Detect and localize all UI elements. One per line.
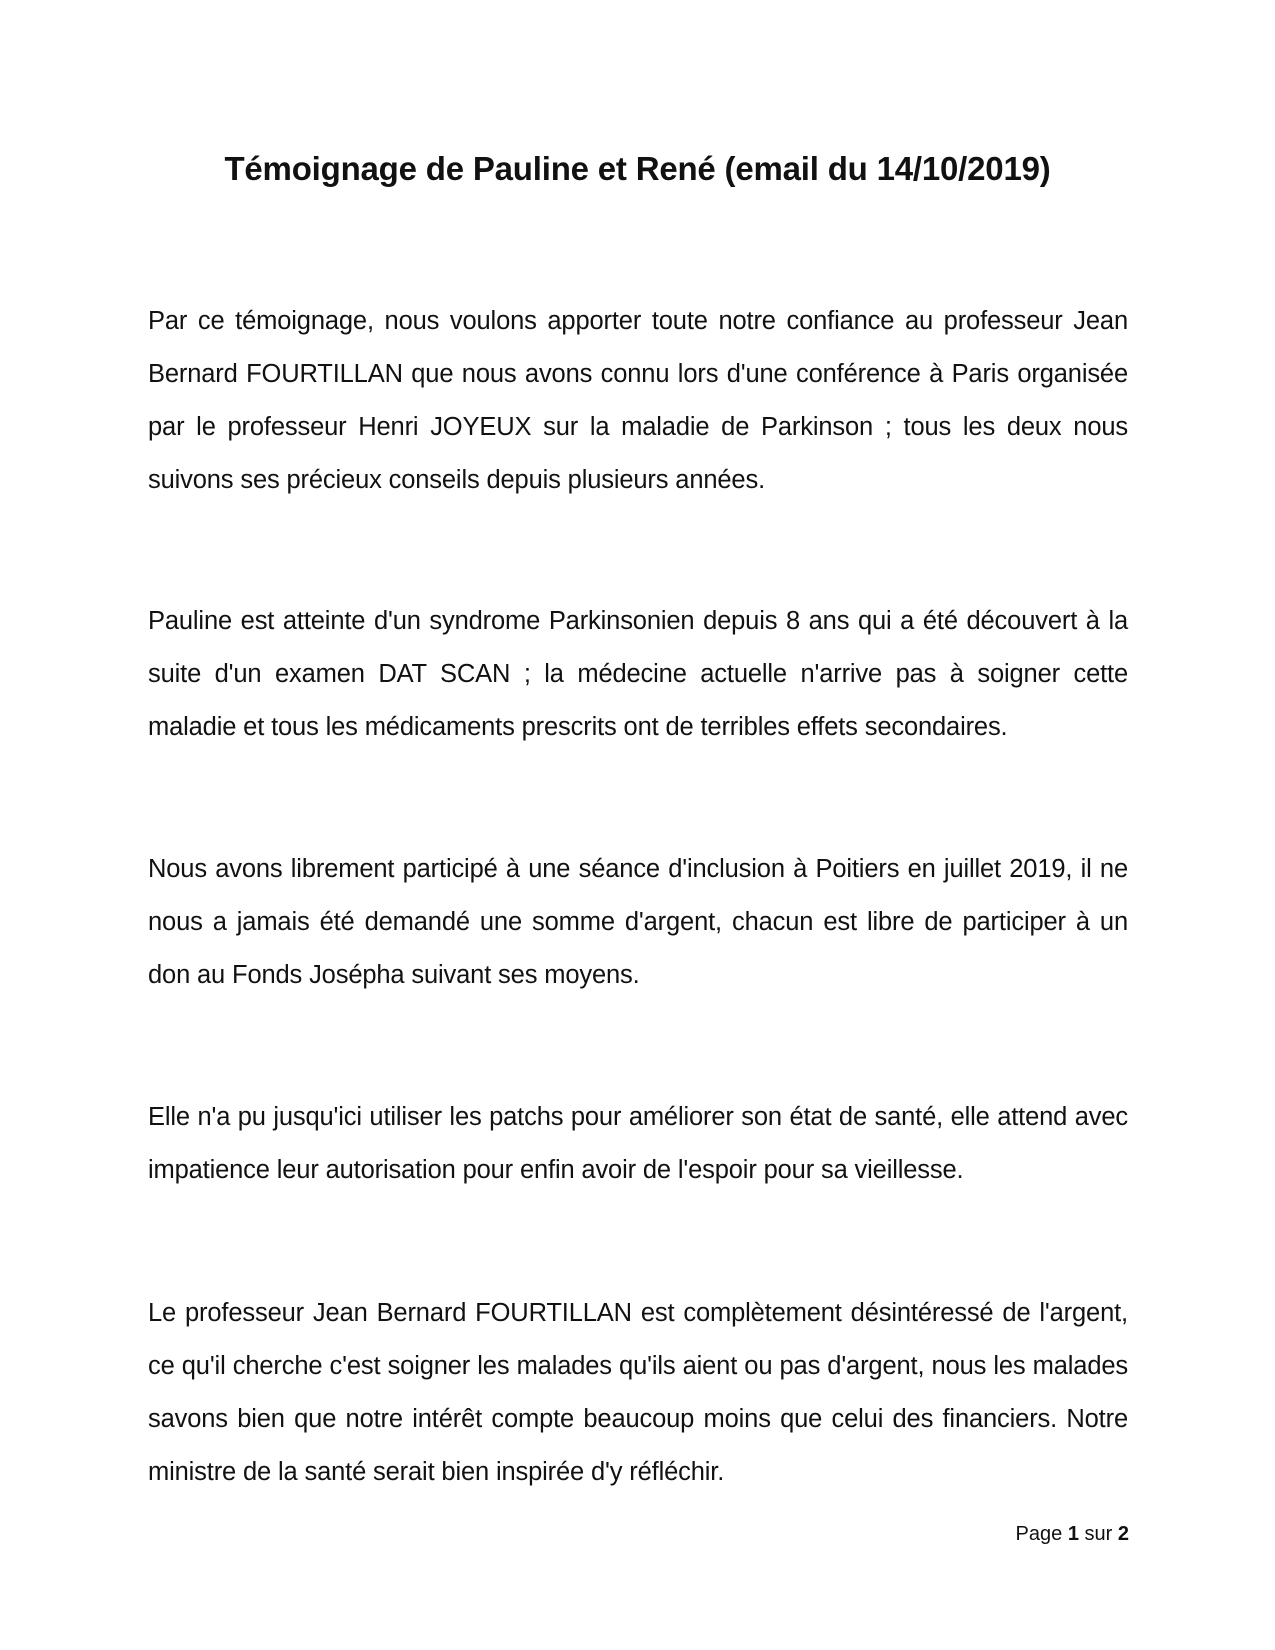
current-page-number: 1: [1067, 1523, 1079, 1545]
paragraph-professor: Le professeur Jean Bernard FOURTILLAN est complètement désintéressé de l'argent, ce qu'il cherche c'est soigner les malades qu'ils aient ou pas d'argent, nous les malades savons bien que notre intérêt compte beaucoup moins que celui des financiers. Notre ministre de la santé serait bien inspirée d'y réfléchir.: [148, 1299, 1128, 1486]
page-number-footer: [1016, 1520, 1129, 1548]
paragraph-patchs: Elle n'a pu jusqu'ici utiliser les patchs pour améliorer son état de santé, elle attend avec impatience leur autorisation pour enfin avoir de l'espoir pour sa vieillesse.: [148, 1103, 1128, 1184]
paragraph-inclusion: Nous avons librement participé à une séance d'inclusion à Poitiers en juillet 2019, il ne nous a jamais été demandé une somme d'argent, chacun est libre de participer à un don au Fonds Josépha suivant ses moyens.: [148, 855, 1128, 989]
paragraph-confidence: Par ce témoignage, nous voulons apporter toute notre confiance au professeur Jean Bernard FOURTILLAN que nous avons connu lors d'une conférence à Paris organisée par le professeur Henri JOYEUX sur la maladie de Parkinson ; tous les deux nous suivons ses précieux conseils depuis plusieurs années.: [148, 307, 1128, 494]
total-pages-number: 2: [1117, 1523, 1129, 1545]
page-separator: sur: [1084, 1523, 1113, 1545]
paragraph-diagnosis: Pauline est atteinte d'un syndrome Parkinsonien depuis 8 ans qui a été découvert à la suite d'un examen DAT SCAN ; la médecine actuelle n'arrive pas à soigner cette maladie et tous les médicaments prescrits ont de terribles effets secondaires.: [148, 607, 1128, 741]
document-title: Témoignage de Pauline et René (email du 14/10/2019): [224, 150, 1051, 187]
page-label: Page: [1015, 1523, 1063, 1545]
